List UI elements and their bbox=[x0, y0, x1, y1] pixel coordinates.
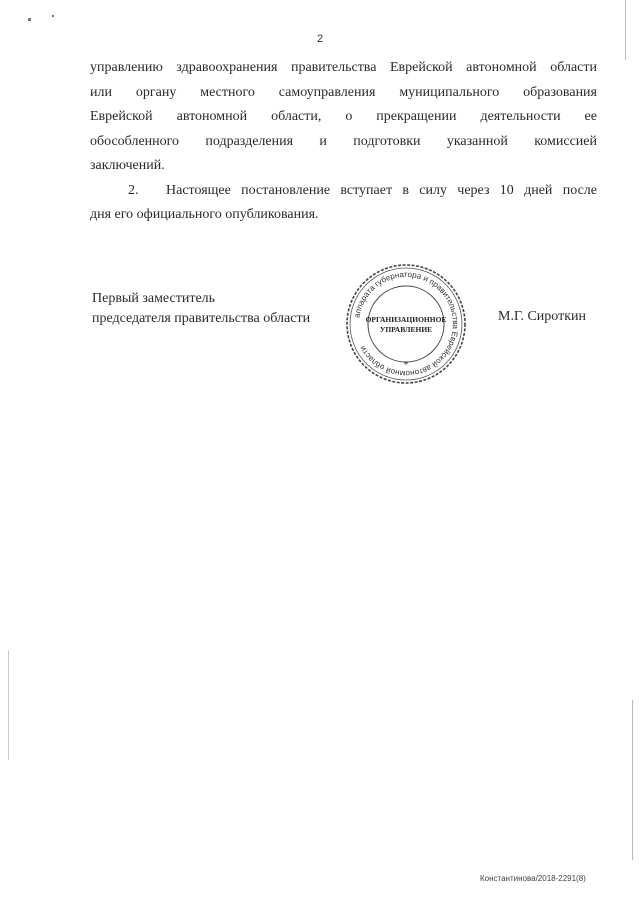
text-line: заключений. bbox=[90, 158, 165, 173]
paragraph-2-first-line: Настоящее постановление вступает в силу через 10 дней после bbox=[166, 182, 597, 198]
scan-edge-line bbox=[625, 0, 626, 60]
text-line: дня его официального опубликования. bbox=[90, 207, 319, 222]
paragraph-number: 2. bbox=[128, 182, 139, 198]
stamp-ring-text: аппарата губернатора и правительства Еврейской автономной области bbox=[352, 269, 461, 379]
text-line: или органу местного самоуправления муниципального образования bbox=[90, 84, 597, 100]
stamp-star: * bbox=[403, 360, 409, 370]
text-line: обособленного подразделения и подготовки указанной комиссией bbox=[90, 133, 597, 149]
paragraph-2 bbox=[90, 179, 597, 228]
text-line: Еврейской автономной области, о прекращении деятельности ее bbox=[90, 109, 597, 124]
stamp-center-line: УПРАВЛЕНИЕ bbox=[379, 325, 433, 334]
paragraph-1 bbox=[90, 56, 597, 179]
official-stamp bbox=[344, 262, 468, 386]
document-body bbox=[90, 56, 597, 228]
position-line: председателя правительства области bbox=[92, 311, 311, 326]
scan-edge-line bbox=[8, 650, 9, 760]
signatory-name: М.Г. Сироткин bbox=[498, 309, 587, 324]
position-line: Первый заместитель bbox=[92, 291, 216, 306]
document-reference: Константинова/2018-2291(8) bbox=[480, 874, 586, 883]
stamp-seal-graphic bbox=[344, 262, 468, 386]
scan-speck bbox=[52, 15, 54, 17]
signatory-position bbox=[92, 289, 310, 329]
scan-speck bbox=[28, 18, 31, 21]
scan-edge-line bbox=[632, 700, 633, 860]
text-line: управлению здравоохранения правительства Еврейской автономной области bbox=[90, 60, 597, 75]
stamp-center-line: ОРГАНИЗАЦИОННОЕ bbox=[365, 315, 447, 324]
page-number: 2 bbox=[316, 33, 324, 45]
text-line bbox=[90, 179, 597, 204]
